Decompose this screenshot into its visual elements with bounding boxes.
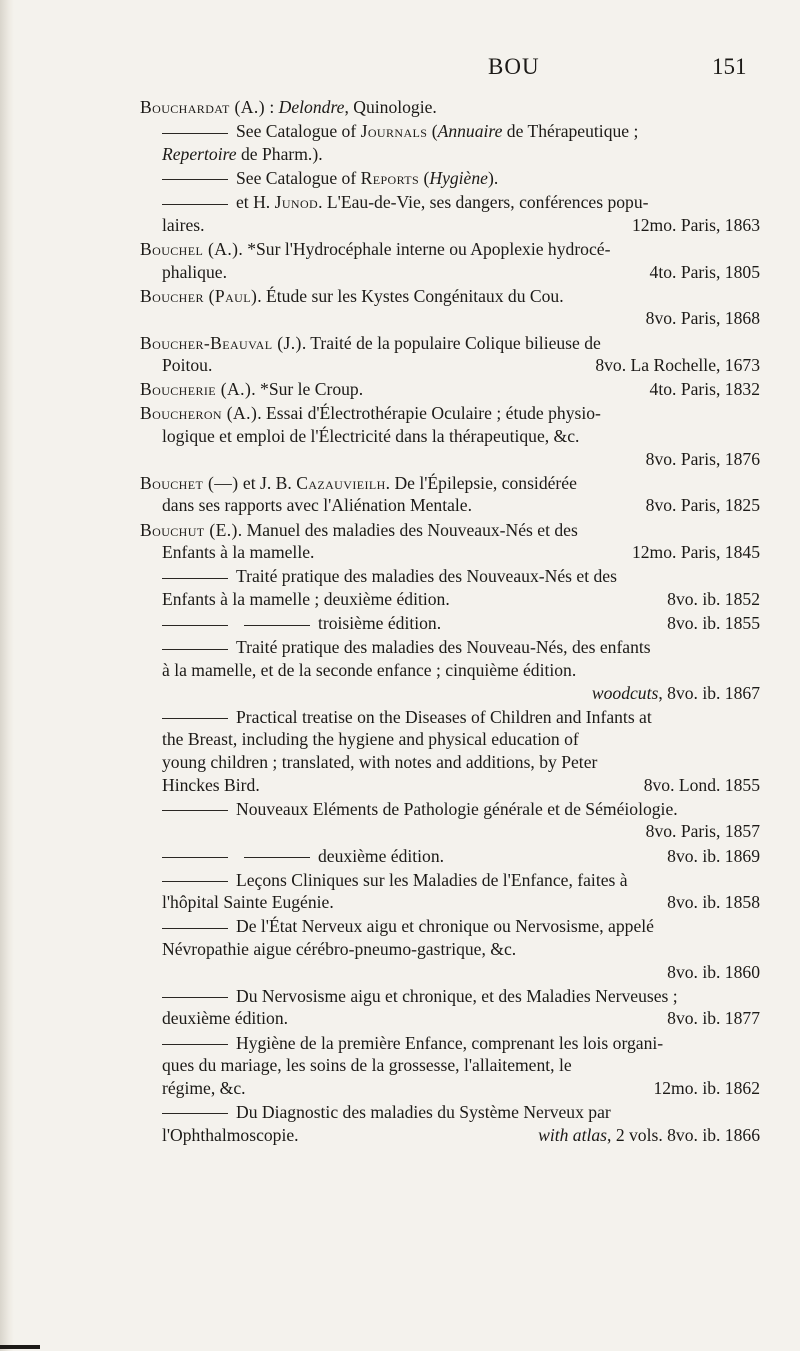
entry-smallcaps: Journals [360, 121, 428, 142]
entry-text: Enfants à la mamelle. [162, 542, 315, 563]
entry-left [140, 378, 363, 401]
entry-text: Traité pratique des maladies des Nouveaux-Nés et des [236, 566, 617, 587]
ditto-rule [162, 928, 228, 929]
ditto-rule [244, 625, 310, 626]
entry-left [140, 612, 441, 635]
bibliography-entry [140, 120, 760, 165]
ditto-rule [162, 810, 228, 811]
entry-author: Boucheron (A.) [140, 403, 258, 424]
entry-text: the Breast, including the hygiene and physical education of [162, 729, 579, 750]
ditto-rule [162, 578, 228, 579]
entry-coauthor: Cazauvieilh [296, 472, 386, 493]
bibliography-entries [140, 96, 760, 1148]
entry-line [140, 1077, 760, 1100]
entry-line [140, 238, 760, 261]
entry-line [140, 938, 760, 961]
entry-text: Hygiène de la première Enfance, comprenant les lois organi- [236, 1032, 664, 1053]
entry-line [140, 1101, 760, 1124]
entry-text: de Thérapeutique ; [502, 121, 639, 142]
entry-line [140, 261, 760, 284]
ditto-rule [244, 857, 310, 858]
entry-line [140, 519, 760, 542]
entry-italic: Delondre [278, 97, 345, 117]
entry-imprint: 8vo. Paris, 1825 [645, 495, 760, 516]
entry-text: logique et emploi de l'Électricité dans la thérapeutique, &c. [162, 426, 580, 447]
entry-author: Boucher (Paul) [140, 285, 258, 306]
entry-author: Bouchel (A.) [140, 238, 239, 259]
bibliography-entry [140, 612, 760, 635]
entry-imprint: 8vo. Paris, 1876 [645, 448, 760, 469]
bibliography-entry [140, 985, 760, 1030]
ditto-rule [162, 718, 228, 719]
bibliography-entry [140, 332, 760, 377]
entry-text: See Catalogue of [236, 121, 361, 142]
entry-text: young children ; translated, with notes and additions, by Peter [162, 751, 598, 772]
entry-text: deuxième édition. [162, 1008, 289, 1029]
entry-text: . *Sur le Croup. [251, 379, 364, 400]
entry-text: Nouveaux Eléments de Pathologie générale et de Séméiologie. [236, 798, 678, 819]
entry-text: ). [487, 167, 499, 188]
entry-line [140, 1054, 760, 1077]
ditto-rule [162, 625, 228, 626]
entry-text: . Étude sur les Kystes Congénitaux du Cou. [257, 285, 564, 306]
entry-line [140, 961, 760, 984]
entry-line [140, 332, 760, 355]
bibliography-entry [140, 1032, 760, 1100]
bibliography-entry [140, 402, 760, 470]
entry-imprint: 12mo. ib. 1862 [653, 1077, 760, 1098]
entry-text: ( [427, 121, 438, 142]
bibliography-entry [140, 96, 760, 119]
entry-author: Bouchet (—) [140, 472, 239, 493]
entry-line [140, 845, 760, 868]
entry-text: dans ses rapports avec l'Aliénation Mentale. [162, 495, 472, 516]
page-edge-mark [0, 1345, 40, 1349]
entry-line [140, 588, 760, 611]
entry-text: Du Nervosisme aigu et chronique, et des Maladies Nerveuses ; [236, 985, 678, 1006]
entry-text: De l'État Nerveux aigu et chronique ou Nervosisme, appelé [236, 916, 654, 937]
entry-line [140, 774, 760, 797]
entry-text: See Catalogue of [236, 167, 361, 188]
entry-imprint: 8vo. Paris, 1868 [645, 308, 760, 329]
entry-text: ques du mariage, les soins de la grossesse, l'allaitement, le [162, 1055, 572, 1076]
entry-right [538, 1124, 760, 1147]
bibliography-entry [140, 915, 760, 983]
entry-text: Practical treatise on the Diseases of Children and Infants at [236, 706, 652, 727]
entry-text: deuxième édition. [318, 845, 445, 866]
entry-line [140, 706, 760, 729]
entry-line [140, 751, 760, 774]
entry-line [140, 915, 760, 938]
entry-line [140, 425, 760, 448]
entry-text: et H. [236, 192, 275, 213]
entry-line [140, 120, 760, 143]
bibliography-entry [140, 519, 760, 564]
entry-text: Leçons Cliniques sur les Maladies de l'Enfance, faites à [236, 869, 628, 890]
bibliography-entry [140, 238, 760, 283]
entry-line [140, 565, 760, 588]
ditto-rule [162, 857, 228, 858]
entry-text: Névropathie aigue cérébro-pneumo-gastrique, &c. [162, 939, 517, 960]
entry-imprint: 8vo. ib. 1852 [667, 589, 760, 609]
entry-text: à la mamelle, et de la seconde enfance ; cinquième édition. [162, 659, 577, 680]
ditto-rule [162, 881, 228, 882]
entry-line [140, 402, 760, 425]
entry-line [140, 214, 760, 237]
entry-text: Traité pratique des maladies des Nouveau-Nés, des enfants [236, 637, 651, 658]
entry-text: troisième édition. [318, 613, 442, 634]
entry-text: . Manuel des maladies des Nouveaux-Nés et des [237, 519, 578, 540]
entry-line [140, 798, 760, 821]
entry-imprint: 8vo. Lond. 1855 [643, 774, 760, 795]
bibliography-entry [140, 1101, 760, 1146]
entry-line [140, 472, 760, 495]
entry-italic: woodcuts [591, 682, 659, 703]
entry-text: . *Sur l'Hydrocéphale interne ou Apoplexie hydrocé- [238, 238, 611, 259]
entry-line [140, 167, 760, 190]
entry-imprint: 8vo. ib. 1860 [667, 961, 760, 982]
ditto-rule [162, 997, 228, 998]
entry-line [140, 1032, 760, 1055]
entry-imprint: 8vo. ib. 1855 [667, 613, 760, 634]
entry-line [140, 143, 760, 166]
entry-line [140, 820, 760, 843]
entry-line [140, 354, 760, 377]
bibliography-entry [140, 191, 760, 236]
entry-text: ( [419, 167, 430, 188]
bibliography-entry [140, 285, 760, 330]
running-head: BOU [488, 54, 540, 79]
entry-line [140, 636, 760, 659]
entry-text: Enfants à la mamelle ; deuxième édition. [162, 589, 450, 609]
entry-line [140, 985, 760, 1008]
entry-text: : [264, 97, 279, 117]
bibliography-entry [140, 472, 760, 517]
bibliography-entry [140, 378, 760, 401]
bibliography-entry [140, 845, 760, 868]
entry-text: Du Diagnostic des maladies du Système Nerveux par [236, 1102, 611, 1122]
entry-left [140, 845, 444, 868]
bibliography-entry [140, 636, 760, 704]
entry-italic: Repertoire [162, 143, 237, 164]
entry-imprint: 12mo. Paris, 1863 [631, 214, 760, 235]
entry-line [140, 612, 760, 635]
page-number: 151 [712, 54, 747, 79]
entry-imprint: 8vo. Paris, 1857 [645, 821, 760, 842]
running-header [0, 54, 800, 84]
ditto-rule [162, 204, 228, 205]
bibliography-entry [140, 798, 760, 843]
entry-text: , Quinologie. [344, 97, 437, 117]
ditto-rule [162, 179, 228, 180]
entry-imprint: 8vo. ib. 1858 [667, 892, 760, 913]
entry-line [140, 494, 760, 517]
entry-line [140, 659, 760, 682]
entry-text: . De l'Épilepsie, considérée [385, 472, 577, 493]
entry-italic: Hygiène [429, 167, 488, 188]
entry-text: régime, &c. [162, 1077, 246, 1098]
entry-text: l'hôpital Sainte Eugénie. [162, 892, 334, 913]
entry-text: laires. [162, 214, 205, 235]
entry-imprint: 4to. Paris, 1832 [649, 379, 760, 400]
entry-smallcaps: Reports [360, 167, 420, 188]
entry-text: de Pharm.). [236, 143, 323, 164]
entry-line [140, 96, 760, 119]
entry-imprint: 12mo. Paris, 1845 [631, 542, 760, 563]
entry-line [140, 1124, 760, 1147]
entry-author: Bouchardat (A.) [140, 97, 265, 117]
entry-text: Hinckes Bird. [162, 774, 260, 795]
entry-imprint: 8vo. ib. 1869 [667, 845, 760, 866]
entry-line [140, 378, 760, 401]
entry-line [140, 869, 760, 892]
ditto-rule [162, 1044, 228, 1045]
binding-shadow [0, 0, 14, 1351]
entry-text: . Traité de la populaire Colique bilieuse de [301, 332, 601, 353]
entry-imprint: 8vo. La Rochelle, 1673 [595, 355, 760, 376]
ditto-rule [162, 1113, 228, 1114]
entry-text: l'Ophthalmoscopie. [162, 1124, 299, 1145]
entry-line [140, 448, 760, 471]
entry-text: phalique. [162, 261, 227, 282]
entry-line [140, 728, 760, 751]
entry-italic: Annuaire [437, 121, 503, 142]
ditto-rule [162, 649, 228, 650]
entry-line [140, 682, 760, 705]
entry-text: Poitou. [162, 355, 213, 376]
entry-line [140, 307, 760, 330]
entry-author: Bouchut (E.) [140, 519, 238, 540]
entry-author: Boucher-Beauval (J.) [140, 332, 302, 353]
entry-italic: with atlas [538, 1124, 608, 1145]
entry-text: et J. B. [238, 472, 297, 493]
entry-imprint: , 2 vols. 8vo. ib. 1866 [607, 1124, 760, 1145]
entry-imprint: 8vo. ib. 1877 [667, 1008, 760, 1029]
entry-line [140, 891, 760, 914]
entry-line [140, 541, 760, 564]
ditto-rule [162, 133, 228, 134]
bibliography-entry [140, 869, 760, 914]
bibliography-entry [140, 565, 760, 610]
bibliography-entry [140, 167, 760, 190]
entry-smallcaps: Junod [274, 192, 319, 213]
entry-line [140, 285, 760, 308]
entry-line [140, 1007, 760, 1030]
entry-line [140, 191, 760, 214]
entry-text: . L'Eau-de-Vie, ses dangers, conférences popu- [318, 192, 649, 213]
entry-imprint: , 8vo. ib. 1867 [658, 682, 760, 703]
bibliography-entry [140, 706, 760, 796]
entry-imprint: 4to. Paris, 1805 [649, 261, 760, 282]
entry-author: Boucherie (A.) [140, 379, 252, 400]
entry-text: . Essai d'Électrothérapie Oculaire ; étude physio- [257, 403, 601, 424]
